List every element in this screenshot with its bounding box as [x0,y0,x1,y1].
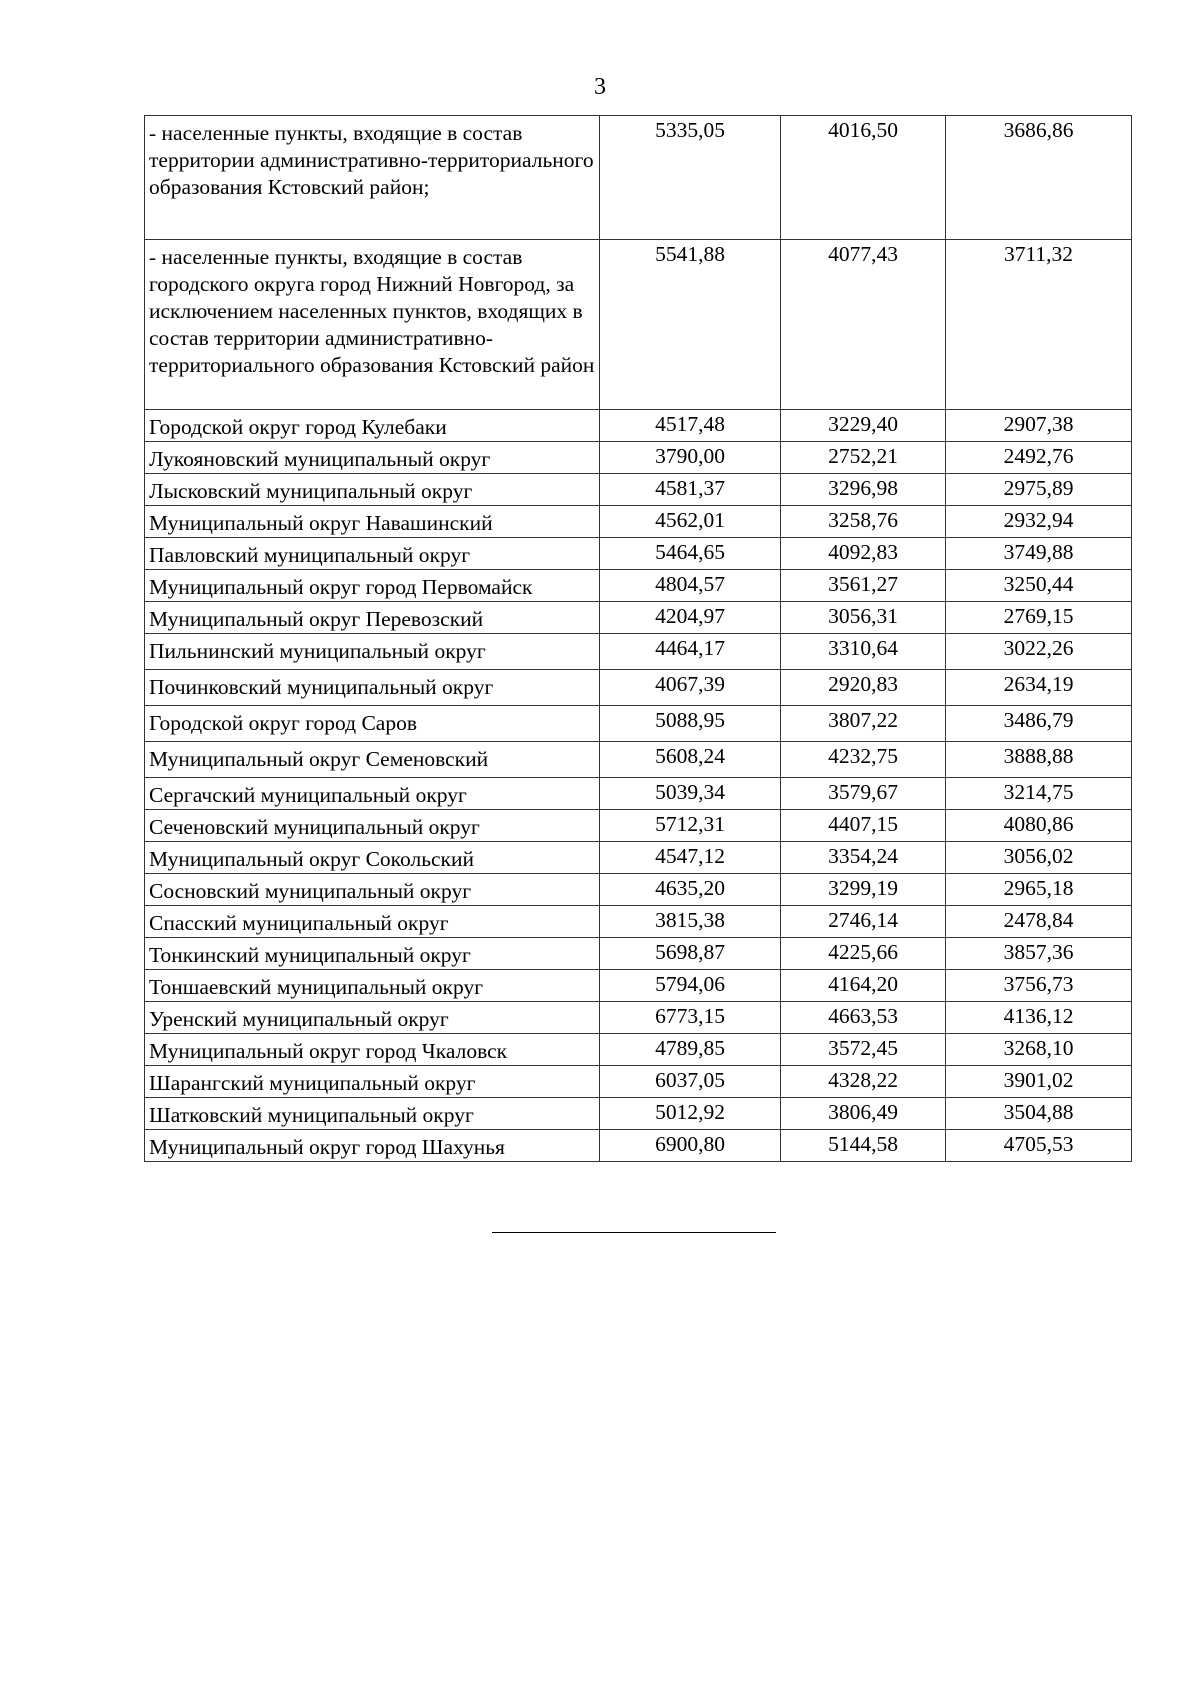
value-col-3-cell: 3250,44 [946,570,1132,602]
value-col-2-cell: 3299,19 [781,874,946,906]
table-row [145,706,1132,742]
table-row [145,116,1132,240]
municipality-name-cell: Городской округ город Саров [145,706,600,742]
value-col-3-cell: 3022,26 [946,634,1132,670]
municipality-name-cell: Шарангский муниципальный округ [145,1066,600,1098]
value-col-1-cell: 6773,15 [600,1002,781,1034]
value-col-2-cell: 3354,24 [781,842,946,874]
table-row [145,938,1132,970]
value-col-2-cell: 4663,53 [781,1002,946,1034]
table-row [145,842,1132,874]
municipality-name-cell: Муниципальный округ Сокольский [145,842,600,874]
value-col-3-cell: 3857,36 [946,938,1132,970]
value-col-2-cell: 4092,83 [781,538,946,570]
value-col-3-cell: 3486,79 [946,706,1132,742]
table-row [145,1066,1132,1098]
value-col-1-cell: 5335,05 [600,116,781,240]
value-col-3-cell: 3686,86 [946,116,1132,240]
value-col-3-cell: 2769,15 [946,602,1132,634]
value-col-2-cell: 2920,83 [781,670,946,706]
municipality-name-cell: Спасский муниципальный округ [145,906,600,938]
value-col-2-cell: 5144,58 [781,1130,946,1162]
value-col-1-cell: 4547,12 [600,842,781,874]
municipality-name-cell: Тонкинский муниципальный округ [145,938,600,970]
value-col-2-cell: 3296,98 [781,474,946,506]
value-col-2-cell: 4225,66 [781,938,946,970]
table-row [145,778,1132,810]
value-col-3-cell: 3056,02 [946,842,1132,874]
table-row [145,670,1132,706]
table-row [145,506,1132,538]
table-row [145,410,1132,442]
value-col-1-cell: 5088,95 [600,706,781,742]
value-col-3-cell: 2478,84 [946,906,1132,938]
value-col-3-cell: 2907,38 [946,410,1132,442]
municipality-name-cell: Павловский муниципальный округ [145,538,600,570]
end-of-document-rule [492,1232,776,1233]
municipality-name-cell: Тоншаевский муниципальный округ [145,970,600,1002]
table-row [145,1034,1132,1066]
table-row [145,538,1132,570]
table-row [145,810,1132,842]
table-row [145,442,1132,474]
value-col-1-cell: 5039,34 [600,778,781,810]
value-col-2-cell: 4407,15 [781,810,946,842]
value-col-3-cell: 4705,53 [946,1130,1132,1162]
value-col-1-cell: 5712,31 [600,810,781,842]
municipality-name-cell: Починковский муниципальный округ [145,670,600,706]
value-col-1-cell: 4204,97 [600,602,781,634]
municipality-name-cell: Сергачский муниципальный округ [145,778,600,810]
value-col-2-cell: 2752,21 [781,442,946,474]
municipality-name-cell: Муниципальный округ Семеновский [145,742,600,778]
municipality-name-cell: Муниципальный округ город Чкаловск [145,1034,600,1066]
value-col-1-cell: 3815,38 [600,906,781,938]
value-col-1-cell: 4517,48 [600,410,781,442]
value-col-2-cell: 2746,14 [781,906,946,938]
value-col-3-cell: 3711,32 [946,240,1132,410]
value-col-1-cell: 4581,37 [600,474,781,506]
municipality-name-cell: Уренский муниципальный округ [145,1002,600,1034]
value-col-1-cell: 3790,00 [600,442,781,474]
value-col-3-cell: 3268,10 [946,1034,1132,1066]
value-col-1-cell: 4635,20 [600,874,781,906]
table-row [145,634,1132,670]
page-number: 3 [594,74,606,100]
value-col-2-cell: 3807,22 [781,706,946,742]
municipality-name-cell: Сеченовский муниципальный округ [145,810,600,842]
tariff-table [144,115,1132,1162]
value-col-2-cell: 4328,22 [781,1066,946,1098]
value-col-1-cell: 4562,01 [600,506,781,538]
value-col-2-cell: 4016,50 [781,116,946,240]
table-row [145,240,1132,410]
value-col-1-cell: 4804,57 [600,570,781,602]
municipality-name-cell: Муниципальный округ Перевозский [145,602,600,634]
value-col-3-cell: 3888,88 [946,742,1132,778]
municipality-name-cell: Сосновский муниципальный округ [145,874,600,906]
table-row [145,906,1132,938]
value-col-2-cell: 3806,49 [781,1098,946,1130]
municipality-name-cell: Муниципальный округ Навашинский [145,506,600,538]
value-col-2-cell: 3229,40 [781,410,946,442]
value-col-1-cell: 5012,92 [600,1098,781,1130]
value-col-2-cell: 3056,31 [781,602,946,634]
municipality-name-cell: Городской округ город Кулебаки [145,410,600,442]
municipality-name-cell: Шатковский муниципальный округ [145,1098,600,1130]
value-col-3-cell: 3749,88 [946,538,1132,570]
table-row [145,474,1132,506]
value-col-1-cell: 5541,88 [600,240,781,410]
value-col-1-cell: 4789,85 [600,1034,781,1066]
value-col-2-cell: 3579,67 [781,778,946,810]
value-col-2-cell: 3310,64 [781,634,946,670]
value-col-3-cell: 2634,19 [946,670,1132,706]
value-col-1-cell: 6037,05 [600,1066,781,1098]
table-row [145,602,1132,634]
table-row [145,970,1132,1002]
value-col-3-cell: 4080,86 [946,810,1132,842]
value-col-1-cell: 5608,24 [600,742,781,778]
table-row [145,1130,1132,1162]
municipality-name-cell: Лукояновский муниципальный округ [145,442,600,474]
table-row [145,1002,1132,1034]
table-row [145,874,1132,906]
municipality-name-cell: - населенные пункты, входящие в состав городского округа город Нижний Новгород, за исключением населенных пунктов, входящих в состав территории административно-территориального образования Кстовский район [145,240,600,410]
value-col-3-cell: 2975,89 [946,474,1132,506]
value-col-1-cell: 5698,87 [600,938,781,970]
tariff-table-body [145,116,1132,1162]
value-col-1-cell: 6900,80 [600,1130,781,1162]
table-row [145,742,1132,778]
value-col-2-cell: 3561,27 [781,570,946,602]
value-col-1-cell: 5464,65 [600,538,781,570]
municipality-name-cell: Муниципальный округ город Шахунья [145,1130,600,1162]
value-col-1-cell: 4464,17 [600,634,781,670]
municipality-name-cell: Лысковский муниципальный округ [145,474,600,506]
value-col-3-cell: 4136,12 [946,1002,1132,1034]
value-col-2-cell: 4232,75 [781,742,946,778]
municipality-name-cell: Муниципальный округ город Первомайск [145,570,600,602]
value-col-3-cell: 3901,02 [946,1066,1132,1098]
value-col-3-cell: 3756,73 [946,970,1132,1002]
value-col-3-cell: 3214,75 [946,778,1132,810]
value-col-3-cell: 3504,88 [946,1098,1132,1130]
value-col-3-cell: 2932,94 [946,506,1132,538]
municipality-name-cell: Пильнинский муниципальный округ [145,634,600,670]
value-col-2-cell: 4077,43 [781,240,946,410]
municipality-name-cell: - населенные пункты, входящие в состав территории административно-территориального образования Кстовский район; [145,116,600,240]
value-col-2-cell: 4164,20 [781,970,946,1002]
table-row [145,1098,1132,1130]
value-col-2-cell: 3572,45 [781,1034,946,1066]
value-col-1-cell: 4067,39 [600,670,781,706]
value-col-3-cell: 2492,76 [946,442,1132,474]
value-col-2-cell: 3258,76 [781,506,946,538]
value-col-3-cell: 2965,18 [946,874,1132,906]
table-row [145,570,1132,602]
value-col-1-cell: 5794,06 [600,970,781,1002]
